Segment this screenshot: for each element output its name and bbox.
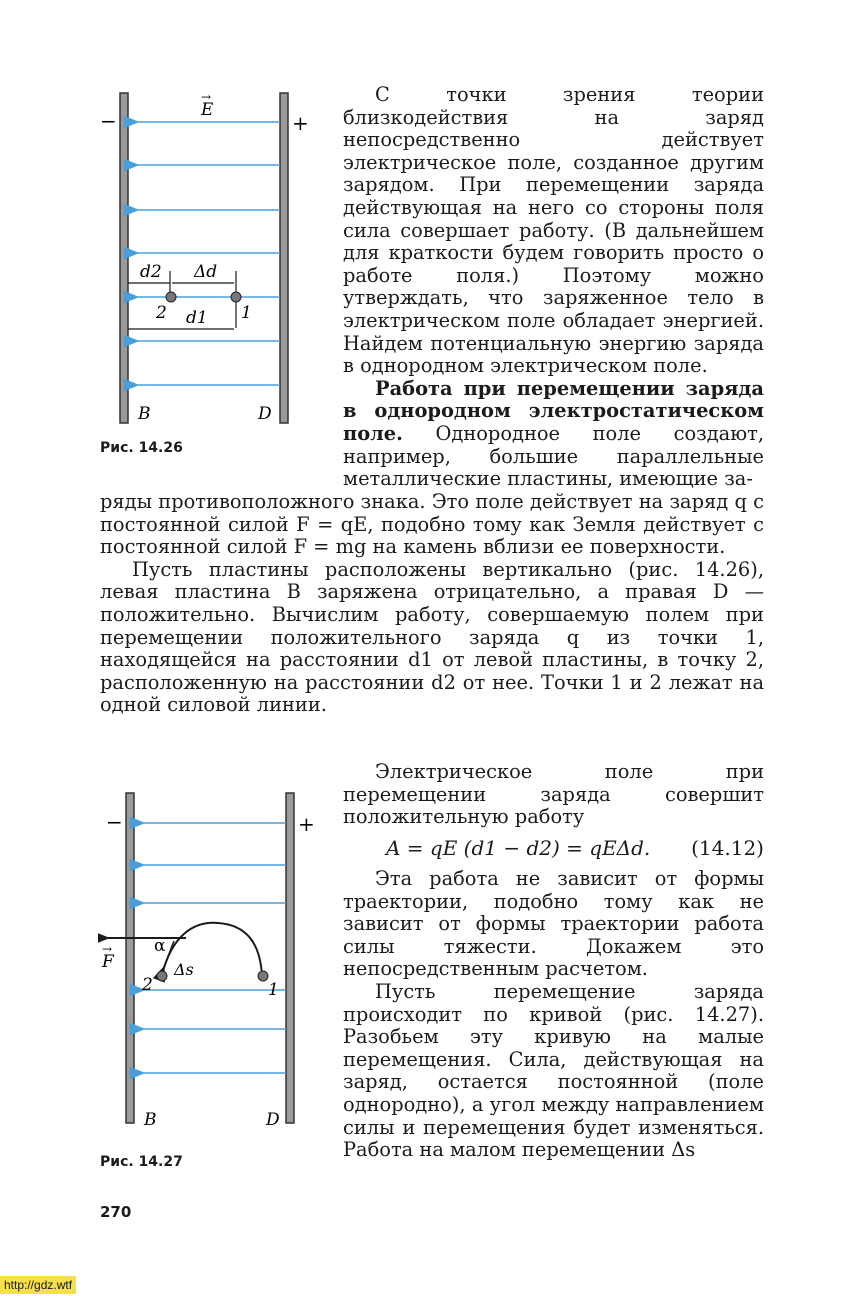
text-column-top (343, 84, 764, 491)
label-point-2: 2 (156, 303, 167, 323)
label-e: E (201, 100, 214, 120)
caption-fig-14-27: Рис. 14.27 (100, 1154, 183, 1170)
plate-d (280, 93, 288, 423)
paragraph-2-head (343, 378, 764, 491)
label-alpha: α (154, 936, 166, 956)
label-d1: d1 (186, 308, 208, 328)
plate-b (126, 793, 134, 1123)
paragraph-6: Пусть перемещение заряда происходит по кривой (рис. 14.27). Разобьем эту кривую на малые перемещения. Сила, действующая на заряд, остается постоянной (поле однородно), а угол между направлением силы и перемещения будет изменяться. Работа на малом перемещении Δs (343, 979, 764, 1162)
page-number: 270 (100, 1203, 132, 1221)
label-f: F (102, 952, 114, 972)
field-lines (138, 122, 280, 385)
label-plate-b: B (138, 404, 151, 424)
paragraph-4: Электрическое поле при перемещении заряда совершит положительную работу (343, 760, 764, 829)
figure-14-26 (100, 85, 310, 430)
label-delta-d: Δd (194, 262, 218, 282)
paragraph-5: Эта работа не зависит от формы траектории, подобно тому как не зависит от формы траектории работа силы тяжести. Докажем это непосредственным расчетом. (343, 867, 764, 981)
sign-minus: − (106, 810, 123, 834)
paragraph-2-cont: ряды противоположного знака. Это поле действует на заряд q с постоянной силой F = qE, подобно тому как Земля действует с постоянной силой F = mg на камень вблизи ее поверхности. (100, 490, 764, 559)
formula-14-12 (386, 836, 764, 860)
text-full-width (100, 491, 764, 717)
label-point-1: 1 (241, 303, 252, 323)
charge-point-2 (157, 971, 167, 981)
label-ds: Δs (174, 960, 194, 979)
label-point-2: 2 (142, 975, 153, 995)
figure-14-27 (98, 785, 318, 1130)
sign-minus: − (100, 109, 117, 133)
label-plate-d: D (266, 1110, 280, 1130)
text-column-bottom-2 (343, 868, 764, 1162)
paragraph-1: С точки зрения теории близкодействия на заряд непосредственно действует электрическое поле, созданное другим зарядом. При перемещении заряда действующая на него со стороны поля сила совершает работу. (В дальнейшем для краткости будем говорить просто о работе поля.) Поэтому можно утверждать, что заряженное тело в электрическом поле обладает энергией. Найдем потенциальную энергию заряда в однородном электрическом поле. (343, 83, 764, 378)
formula-body: A = qE (d1 − d2) = qEΔd. (386, 836, 651, 860)
paragraph-2-top: Однородное поле создают, например, большие параллельные металлические пластины, имеющие за- (343, 421, 764, 491)
label-plate-b: B (144, 1110, 157, 1130)
watermark: http://gdz.wtf (0, 1276, 76, 1294)
charge-point-2 (166, 292, 176, 302)
plate-d (286, 793, 294, 1123)
arrow-e-over: → (201, 90, 212, 104)
charge-point-1 (231, 292, 241, 302)
label-plate-d: D (258, 404, 272, 424)
caption-fig-14-26: Рис. 14.26 (100, 440, 183, 456)
label-point-1: 1 (268, 980, 279, 1000)
sign-plus: + (292, 111, 309, 135)
label-d2: d2 (140, 262, 162, 282)
text-column-bottom (343, 761, 764, 829)
formula-number: (14.12) (691, 836, 764, 860)
displacement-arrow (164, 941, 174, 967)
sign-plus: + (298, 812, 315, 836)
charge-point-1 (258, 971, 268, 981)
heading-work-uniform-field: Работа при перемещении заряда в однородном электростатическом поле. (343, 376, 764, 445)
arrow-f-over: → (102, 942, 113, 956)
plate-b (120, 93, 128, 423)
paragraph-3: Пусть пластины расположены вертикально (рис. 14.26), левая пластина B заряжена отрицательно, а правая D — положительно. Вычислим работу, совершаемую полем при перемещении положительного заряда q из точки 1, находящейся на расстоянии d1 от левой пластины, в точку 2, расположенную на расстоянии d2 от нее. Точки 1 и 2 лежат на одной силовой линии. (100, 557, 764, 717)
